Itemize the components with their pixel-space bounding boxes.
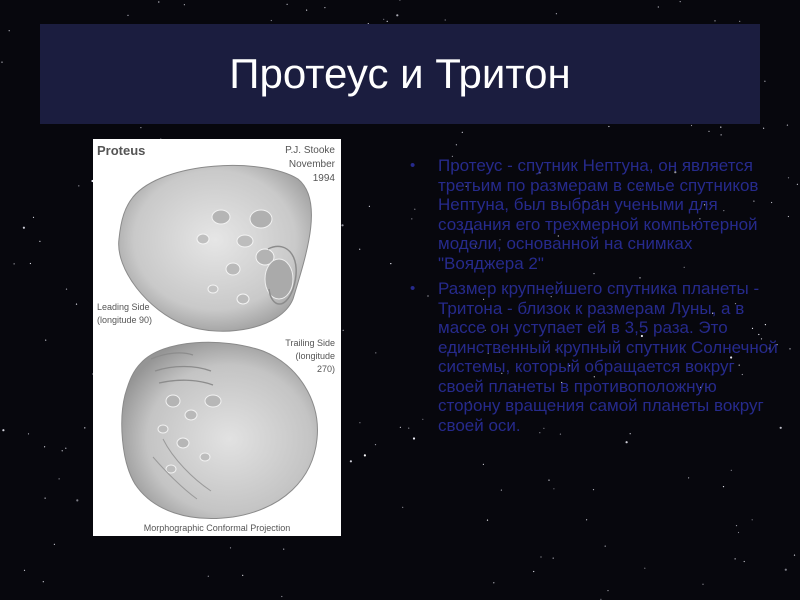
star (65, 448, 66, 449)
star (445, 19, 446, 20)
star (593, 489, 594, 490)
leading-side-label: Leading Side (97, 302, 150, 312)
star (1, 62, 2, 63)
star (28, 433, 29, 434)
star (66, 289, 67, 290)
star (608, 126, 609, 127)
star (33, 217, 34, 218)
star (493, 582, 494, 583)
star (287, 4, 288, 5)
star (54, 544, 55, 545)
star (794, 555, 795, 556)
star (533, 571, 534, 572)
star (62, 450, 63, 451)
star (721, 134, 722, 135)
bullet-item-triton: • Размер крупнейшего спутника планеты - Тритона - близок к размерам Луны, а в массе он уступает ей в 3,5 раза. Это единственный крупный спутник Солнечной системы, который обращается вокруг своей планеты в противоположную сторону вращения самой планеты вокруг своей оси. (408, 279, 780, 435)
star (341, 224, 343, 226)
star (788, 216, 789, 217)
star (39, 241, 40, 242)
star (400, 427, 401, 428)
star (76, 499, 78, 501)
star (501, 490, 502, 491)
star (708, 131, 709, 132)
star (688, 477, 689, 478)
star (487, 520, 488, 521)
star (343, 330, 344, 331)
star (736, 525, 737, 526)
star (45, 340, 46, 341)
star (607, 590, 608, 591)
star (30, 263, 31, 264)
star (540, 556, 541, 557)
star (84, 427, 85, 428)
star (283, 549, 284, 550)
proteus-trailing-side (122, 342, 318, 518)
star (369, 206, 370, 207)
star (396, 14, 398, 16)
bullet-list (408, 156, 780, 441)
star (553, 558, 554, 559)
star (208, 576, 209, 577)
star (359, 422, 360, 423)
star (306, 10, 307, 11)
star (127, 15, 128, 16)
star (23, 227, 25, 229)
star (787, 125, 788, 126)
star (644, 568, 645, 569)
star (364, 454, 366, 456)
figure-year-label: 1994 (312, 173, 335, 184)
star (399, 0, 400, 1)
star (788, 177, 789, 178)
star (605, 546, 606, 547)
star (714, 20, 715, 21)
star (731, 470, 732, 471)
star (785, 569, 787, 571)
star (387, 21, 388, 22)
star (43, 581, 44, 582)
title-bar (40, 24, 760, 124)
star (359, 249, 360, 250)
star (548, 480, 549, 481)
star (738, 532, 739, 533)
star (402, 507, 403, 508)
trailing-longitude-value: 270) (316, 364, 335, 374)
star (281, 596, 282, 597)
projection-caption: Morphographic Conformal Projection (143, 523, 291, 533)
star (14, 263, 15, 264)
trailing-side-label: Trailing Side (285, 338, 335, 348)
star (723, 486, 724, 487)
star (556, 13, 557, 14)
star (45, 498, 46, 499)
figure-author-label: P.J. Stooke (285, 145, 335, 156)
star (184, 4, 185, 5)
star (456, 144, 457, 145)
figure-name-label: Proteus (97, 143, 146, 158)
star (375, 444, 376, 445)
star (375, 352, 376, 353)
figure-month-label: November (288, 159, 335, 170)
star (24, 570, 25, 571)
star (158, 1, 159, 2)
star (586, 519, 587, 520)
star (462, 132, 463, 133)
star (680, 1, 681, 2)
star (242, 575, 243, 576)
star (797, 184, 798, 185)
proteus-map-figure (93, 139, 341, 536)
bullet-item-proteus: • Протеус - спутник Нептуна, он является третьим по размерам в семье спутников Нептуна, был выбран учеными для создания его трехмерной компьютерной модели, основанной на снимках "Вояджера 2" (408, 156, 780, 273)
star (383, 19, 384, 20)
slide-title: Протеус и Тритон (229, 50, 571, 97)
trailing-longitude-label: (longitude (295, 351, 335, 361)
star (390, 263, 391, 264)
star (702, 584, 703, 585)
star (2, 429, 4, 431)
star (789, 348, 790, 349)
star (691, 125, 692, 126)
star (271, 20, 272, 21)
leading-longitude-label: (longitude 90) (97, 315, 153, 325)
star (350, 460, 352, 462)
star (78, 185, 79, 186)
star (9, 30, 10, 31)
star (658, 6, 659, 7)
star (230, 547, 231, 548)
star (735, 558, 736, 559)
star (720, 127, 721, 128)
star (483, 464, 484, 465)
star (553, 488, 554, 489)
star (44, 446, 45, 447)
proteus-map-image (93, 139, 341, 536)
star (764, 81, 765, 82)
star (140, 127, 141, 128)
star (59, 478, 60, 479)
star (626, 441, 628, 443)
star (744, 561, 745, 562)
star (763, 128, 764, 129)
star (324, 7, 325, 8)
star (752, 519, 753, 520)
star (739, 21, 740, 22)
star (76, 304, 77, 305)
